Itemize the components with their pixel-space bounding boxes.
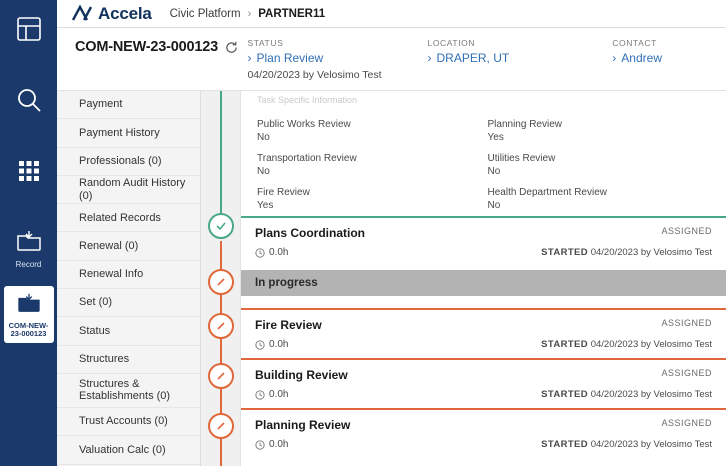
task-hours [255, 339, 288, 350]
subnav-item-structures-establishments[interactable]: Structures & Establishments (0) [57, 374, 200, 408]
field-health-department-review-value: No [487, 200, 501, 211]
header-field-location-value[interactable]: DRAPER, UT [436, 51, 510, 65]
brand-name: Accela [98, 3, 152, 23]
header-field-contact [612, 28, 726, 65]
field-planning-review [488, 119, 719, 143]
subnav-item-valuation-calc[interactable]: Valuation Calc (0) [57, 436, 200, 464]
task-assigned-label: ASSIGNED [661, 368, 712, 378]
field-transportation-review-label: Transportation Review [257, 153, 357, 164]
review-grid [249, 119, 718, 221]
breadcrumb-item-platform[interactable]: Civic Platform [169, 7, 241, 20]
clock-icon [255, 440, 265, 450]
timeline-line-complete [220, 91, 222, 225]
chevron-right-icon: › [427, 51, 432, 65]
task-started-value: 04/20/2023 by Velosimo Test [590, 389, 712, 400]
refresh-icon[interactable] [225, 41, 238, 54]
search-icon [14, 85, 44, 120]
field-public-works-review-label: Public Works Review [257, 119, 351, 130]
chevron-right-icon: › [247, 51, 252, 65]
task-name: Building Review [255, 368, 348, 382]
subnav-item-structures[interactable]: Structures [57, 346, 200, 374]
sidebar-item-record-label: Record [15, 260, 42, 269]
header-field-contact-value[interactable]: Andrew [621, 51, 662, 65]
subnav-item-professionals[interactable]: Professionals (0) [57, 148, 200, 176]
field-public-works-review-value: No [257, 132, 270, 143]
folder-icon [16, 292, 42, 319]
task-hours-value: 0.0h [269, 389, 289, 400]
header-field-contact-label: CONTACT [612, 38, 657, 48]
task-started-value: 04/20/2023 by Velosimo Test [590, 439, 712, 450]
timeline-node-planning-review[interactable] [208, 413, 234, 439]
brand-logo[interactable] [71, 4, 152, 24]
apps-grid-icon [14, 156, 44, 191]
task-started-label: STARTED [541, 439, 589, 450]
timeline-node-fire-review[interactable] [208, 313, 234, 339]
task-name: Planning Review [255, 418, 351, 432]
field-fire-review-label: Fire Review [257, 187, 310, 198]
sidebar-item-active-record-label: COM-NEW-23-000123 [8, 320, 49, 339]
accela-logo-icon [71, 4, 93, 24]
field-planning-review-label: Planning Review [487, 119, 562, 130]
workflow-timeline [201, 91, 241, 466]
header-field-status-value[interactable]: Plan Review [256, 51, 324, 65]
field-health-department-review [488, 187, 719, 211]
task-row[interactable] [241, 308, 726, 358]
header-field-status-sub: 04/20/2023 by Velosimo Test [247, 69, 382, 81]
task-hours-value: 0.0h [269, 247, 289, 258]
task-hours [255, 439, 288, 450]
clock-icon [255, 248, 265, 258]
field-utilities-review-label: Utilities Review [487, 153, 556, 164]
task-row[interactable] [241, 408, 726, 458]
task-specific-info-heading: Task Specific Information [257, 95, 358, 105]
field-transportation-review-value: No [257, 166, 270, 177]
record-subnav[interactable] [57, 91, 201, 466]
top-bar [57, 0, 726, 28]
task-hours [255, 389, 288, 400]
dashboard-icon [14, 14, 44, 49]
subnav-item-payment-history[interactable]: Payment History [57, 119, 200, 147]
task-started [541, 339, 712, 350]
task-started-value: 04/20/2023 by Velosimo Test [590, 339, 712, 350]
task-row[interactable] [241, 358, 726, 408]
task-name: Fire Review [255, 318, 322, 332]
field-health-department-review-label: Health Department Review [487, 187, 607, 198]
subnav-item-related-records[interactable]: Related Records [57, 204, 200, 232]
field-public-works-review [257, 119, 488, 143]
header-field-status [247, 28, 427, 81]
subnav-item-status[interactable]: Status [57, 317, 200, 345]
task-hours-value: 0.0h [269, 339, 289, 350]
folder-icon [15, 229, 43, 258]
task-hours [255, 247, 288, 258]
record-id-wrap [57, 28, 247, 55]
header-field-status-label: STATUS [247, 38, 284, 48]
task-started-label: STARTED [541, 339, 589, 350]
field-transportation-review [257, 153, 488, 177]
task-hours-value: 0.0h [269, 439, 289, 450]
timeline-node-building-review[interactable] [208, 363, 234, 389]
task-specific-info-panel [241, 91, 726, 216]
task-assigned-label: ASSIGNED [661, 318, 712, 328]
task-assigned-label: ASSIGNED [661, 226, 712, 236]
subnav-item-set[interactable]: Set (0) [57, 289, 200, 317]
field-utilities-review [488, 153, 719, 177]
main-content [201, 91, 726, 466]
left-icon-rail [0, 0, 57, 466]
chevron-right-icon: › [612, 51, 617, 65]
sidebar-item-record[interactable] [0, 229, 57, 270]
subnav-item-trust-accounts[interactable]: Trust Accounts (0) [57, 408, 200, 436]
subnav-item-payment[interactable]: Payment [57, 91, 200, 119]
subnav-item-random-audit-history[interactable]: Random Audit History (0) [57, 176, 200, 204]
review-grid-left-column [257, 119, 488, 221]
sidebar-item-active-record[interactable] [4, 286, 54, 344]
field-utilities-review-value: No [487, 166, 501, 177]
task-started [541, 439, 712, 450]
timeline-node-complete[interactable] [208, 213, 234, 239]
task-started [541, 389, 712, 400]
task-assigned-label: ASSIGNED [661, 418, 712, 428]
task-started-label: STARTED [541, 389, 589, 400]
subnav-item-renewal[interactable]: Renewal (0) [57, 232, 200, 260]
field-fire-review [257, 187, 488, 211]
sidebar-item-apps[interactable] [0, 156, 57, 191]
task-started [541, 247, 712, 258]
breadcrumb [170, 8, 326, 20]
task-started-value: 04/20/2023 by Velosimo Test [590, 247, 712, 258]
header-field-location-label: LOCATION [427, 38, 476, 48]
sidebar-item-search[interactable] [0, 85, 57, 120]
task-row[interactable] [241, 216, 726, 266]
record-header [57, 28, 726, 91]
header-field-location [428, 28, 613, 65]
subnav-item-renewal-info[interactable]: Renewal Info [57, 261, 200, 289]
field-planning-review-value: Yes [487, 132, 504, 143]
task-started-label: STARTED [541, 247, 589, 258]
sidebar-item-dashboard[interactable] [0, 14, 57, 49]
review-grid-right-column [488, 119, 719, 221]
breadcrumb-separator-icon: › [247, 7, 252, 20]
clock-icon [255, 340, 265, 350]
task-name: Plans Coordination [255, 226, 366, 240]
timeline-node-inprogress[interactable] [208, 269, 234, 295]
in-progress-section-header: In progress [241, 270, 726, 296]
clock-icon [255, 390, 265, 400]
breadcrumb-item-agency[interactable]: PARTNER11 [258, 7, 326, 20]
page-title: COM-NEW-23-000123 [75, 39, 218, 55]
field-fire-review-value: Yes [257, 200, 274, 211]
